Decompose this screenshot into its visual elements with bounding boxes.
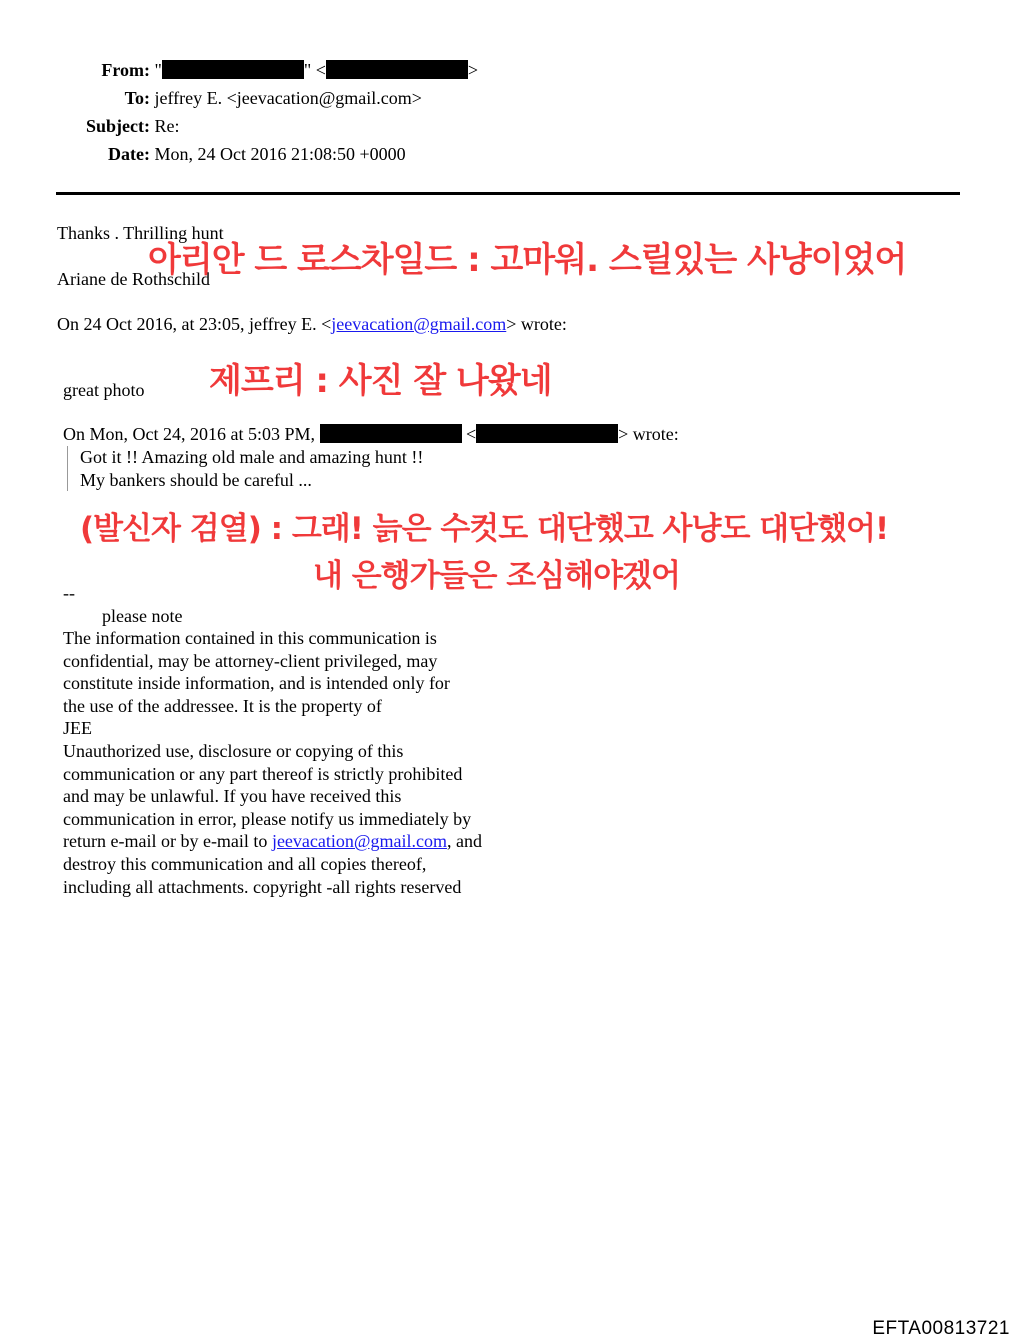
quote2-intro-prefix: On Mon, Oct 24, 2016 at 5:03 PM,: [63, 424, 315, 444]
quote2-intro-mid: <: [466, 424, 477, 444]
quote1-intro-prefix: On 24 Oct 2016, at 23:05, jeffrey E. <: [57, 314, 332, 334]
date-row: [40, 143, 406, 166]
quote1-intro: [57, 313, 567, 336]
disclaimer-please-note: please note: [102, 606, 183, 626]
quote1-text: great photo: [63, 380, 145, 400]
disclaimer-body: [63, 627, 482, 898]
to-value: jeffrey E. <jeevacation@gmail.com>: [154, 88, 422, 108]
disclaimer-email-prefix: return e-mail or by e-mail to: [63, 831, 272, 852]
quote2-intro-suffix: > wrote:: [618, 424, 679, 444]
disclaimer-line: constitute inside information, and is intended only for: [63, 673, 450, 694]
disclaimer-line: the use of the addressee. It is the property of: [63, 695, 382, 716]
disclaimer-line: communication or any part thereof is strictly prohibited: [63, 763, 463, 784]
overlay-translation-ariane: 아리안 드 로스차일드 : 고마워. 스릴있는 사냥이었어: [148, 240, 907, 280]
subject-value: Re:: [154, 116, 180, 136]
disclaimer-line: Unauthorized use, disclosure or copying of this: [63, 740, 404, 761]
from-quote-close: " <: [303, 60, 326, 80]
from-quote-open: ": [154, 60, 162, 80]
header-divider: [56, 192, 960, 195]
redacted-sender-name: [162, 60, 304, 79]
subject-row: [40, 115, 180, 138]
redacted-quote-sender-email: [476, 424, 618, 443]
date-value: Mon, 24 Oct 2016 21:08:50 +0000: [154, 144, 406, 164]
to-row: [40, 87, 422, 110]
reply-text: Thanks . Thrilling hunt: [57, 223, 224, 243]
signature-dashes: --: [63, 583, 75, 603]
from-close: >: [467, 60, 479, 80]
disclaimer-line: including all attachments. copyright -all rights reserved: [63, 876, 462, 897]
document-id: EFTA00813721: [872, 1318, 1010, 1339]
from-row: [40, 59, 478, 82]
disclaimer-line: communication in error, please notify us immediately by: [63, 808, 472, 829]
disclaimer-line: The information contained in this communication is: [63, 628, 437, 648]
quote2-blockquote: [67, 446, 423, 491]
disclaimer-email-link[interactable]: jeevacation@gmail.com: [271, 831, 447, 852]
quote1-intro-suffix: > wrote:: [506, 314, 567, 334]
date-label: Date:: [108, 144, 150, 164]
quote1-email-link[interactable]: jeevacation@gmail.com: [331, 314, 507, 334]
quote2-line1: Got it !! Amazing old male and amazing hunt !!: [80, 447, 424, 467]
overlay-translation-sender-line1: (발신자 검열) : 그래! 늙은 수컷도 대단했고 사냥도 대단했어!: [80, 511, 889, 547]
overlay-translation-sender-line2: 내 은행가들은 조심해야겠어: [313, 558, 680, 594]
quote2-intro: [63, 423, 679, 446]
redacted-sender-email: [326, 60, 468, 79]
disclaimer-line: JEE: [63, 718, 92, 739]
subject-label: Subject:: [86, 116, 150, 136]
from-label: From:: [101, 60, 150, 80]
disclaimer-email-line: [63, 830, 482, 853]
quote2-line2: My bankers should be careful ...: [80, 469, 312, 490]
disclaimer-email-suffix: , and: [446, 831, 482, 852]
reply-signature: Ariane de Rothschild: [57, 269, 210, 289]
disclaimer-line: confidential, may be attorney-client privileged, may: [63, 650, 438, 671]
to-label: To:: [124, 88, 150, 108]
disclaimer-line: and may be unlawful. If you have received this: [63, 786, 402, 807]
disclaimer-line: destroy this communication and all copies thereof,: [63, 853, 427, 874]
redacted-quote-sender-name: [320, 424, 462, 443]
overlay-translation-jeffrey: 제프리 : 사진 잘 나왔네: [209, 361, 552, 401]
